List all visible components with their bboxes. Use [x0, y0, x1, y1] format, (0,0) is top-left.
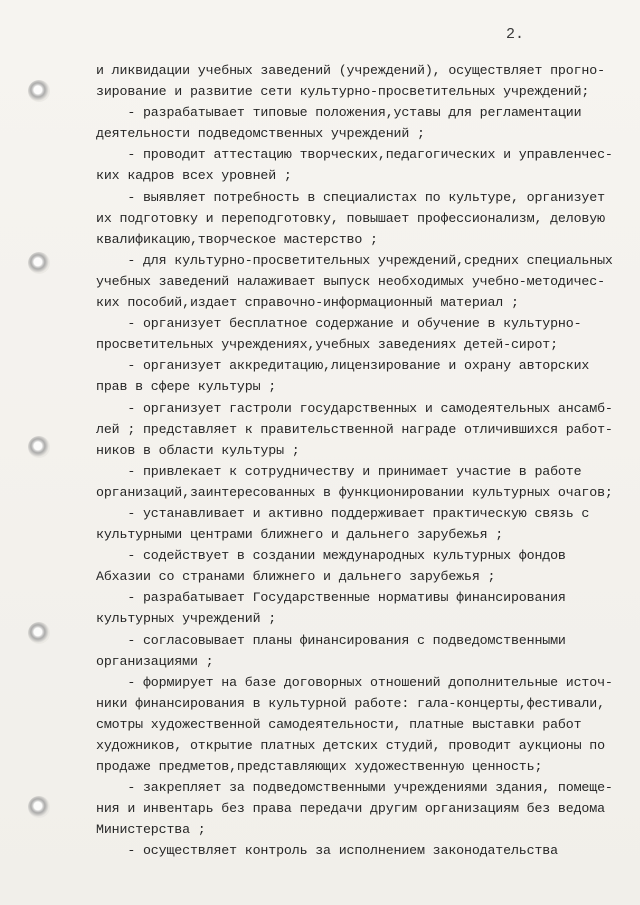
text-line: - разрабатывает Государственные нормативы финансирования — [96, 590, 566, 606]
text-line: ников в области культуры ; — [96, 442, 300, 458]
text-line: - привлекает к сотрудничеству и принимает участие в работе — [96, 463, 582, 479]
text-line: зирование и развитие сети культурно-просветительных учреждений; — [96, 84, 590, 100]
text-line: культурными центрами ближнего и дальнего зарубежья ; — [96, 527, 504, 543]
text-line: - осуществляет контроль за исполнением законодательства — [96, 843, 558, 859]
text-line: смотры художественной самодеятельности, платные выставки работ — [96, 716, 582, 732]
text-line: прав в сфере культуры ; — [96, 379, 277, 395]
text-line: - организует бесплатное содержание и обучение в культурно- — [96, 316, 582, 332]
text-line: - выявляет потребность в специалистах по культуре, организует — [96, 189, 605, 205]
text-line: продаже предметов,представляющих художественную ценность; — [96, 759, 543, 775]
text-line: Министерства ; — [96, 822, 206, 838]
text-line: - закрепляет за подведомственными учреждениями здания, помеще- — [96, 780, 613, 796]
text-line: ники финансирования в культурной работе: гала-концерты,фестивали, — [96, 695, 605, 711]
text-line: - для культурно-просветительных учреждений,средних специальных — [96, 252, 613, 268]
text-line: - устанавливает и активно поддерживает практическую связь с — [96, 505, 590, 521]
document-body — [96, 60, 620, 862]
text-line: и ликвидации учебных заведений (учреждений), осуществляет прогно- — [96, 63, 605, 78]
text-line: - организует аккредитацию,лицензирование и охрану авторских — [96, 358, 590, 374]
text-line: учебных заведений налаживает выпуск необходимых учебно-методичес- — [96, 273, 605, 289]
text-line: организациями ; — [96, 653, 214, 669]
text-line: ких кадров всех уровней ; — [96, 168, 292, 184]
text-line: - содействует в создании международных культурных фондов — [96, 548, 566, 564]
page-number: 2. — [506, 26, 525, 43]
text-line: лей ; представляет к правительственной награде отличившихся работ- — [96, 421, 613, 437]
text-line: их подготовку и переподготовку, повышает профессионализм, деловую — [96, 210, 605, 226]
text-line: Абхазии со странами ближнего и дальнего зарубежья ; — [96, 569, 496, 585]
punch-hole-mark — [28, 436, 50, 458]
text-line: квалификацию,творческое мастерство ; — [96, 231, 378, 247]
punch-hole-mark — [28, 80, 50, 102]
text-line: деятельности подведомственных учреждений ; — [96, 126, 425, 142]
text-line: организаций,заинтересованных в функционировании культурных очагов; — [96, 484, 613, 500]
text-line: - согласовывает планы финансирования с подведомственными — [96, 632, 566, 648]
punch-hole-mark — [28, 796, 50, 818]
text-line: художников, открытие платных детских студий, проводит аукционы по — [96, 738, 605, 753]
text-line: просветительных учреждениях,учебных заведениях детей-сирот; — [96, 337, 558, 353]
text-line: - разрабатывает типовые положения,уставы для регламентации — [96, 105, 582, 121]
text-line: ния и инвентарь без права передачи другим организациям без ведома — [96, 801, 605, 817]
text-line: культурных учреждений ; — [96, 611, 277, 627]
text-line: - проводит аттестацию творческих,педагогических и управленчес- — [96, 147, 613, 163]
punch-hole-mark — [28, 252, 50, 274]
text-line: ких пособий,издает справочно-информационный материал ; — [96, 295, 519, 311]
text-line: - формирует на базе договорных отношений дополнительные источ- — [96, 674, 613, 690]
punch-hole-mark — [28, 622, 50, 644]
text-line: - организует гастроли государственных и самодеятельных ансамб- — [96, 400, 613, 416]
